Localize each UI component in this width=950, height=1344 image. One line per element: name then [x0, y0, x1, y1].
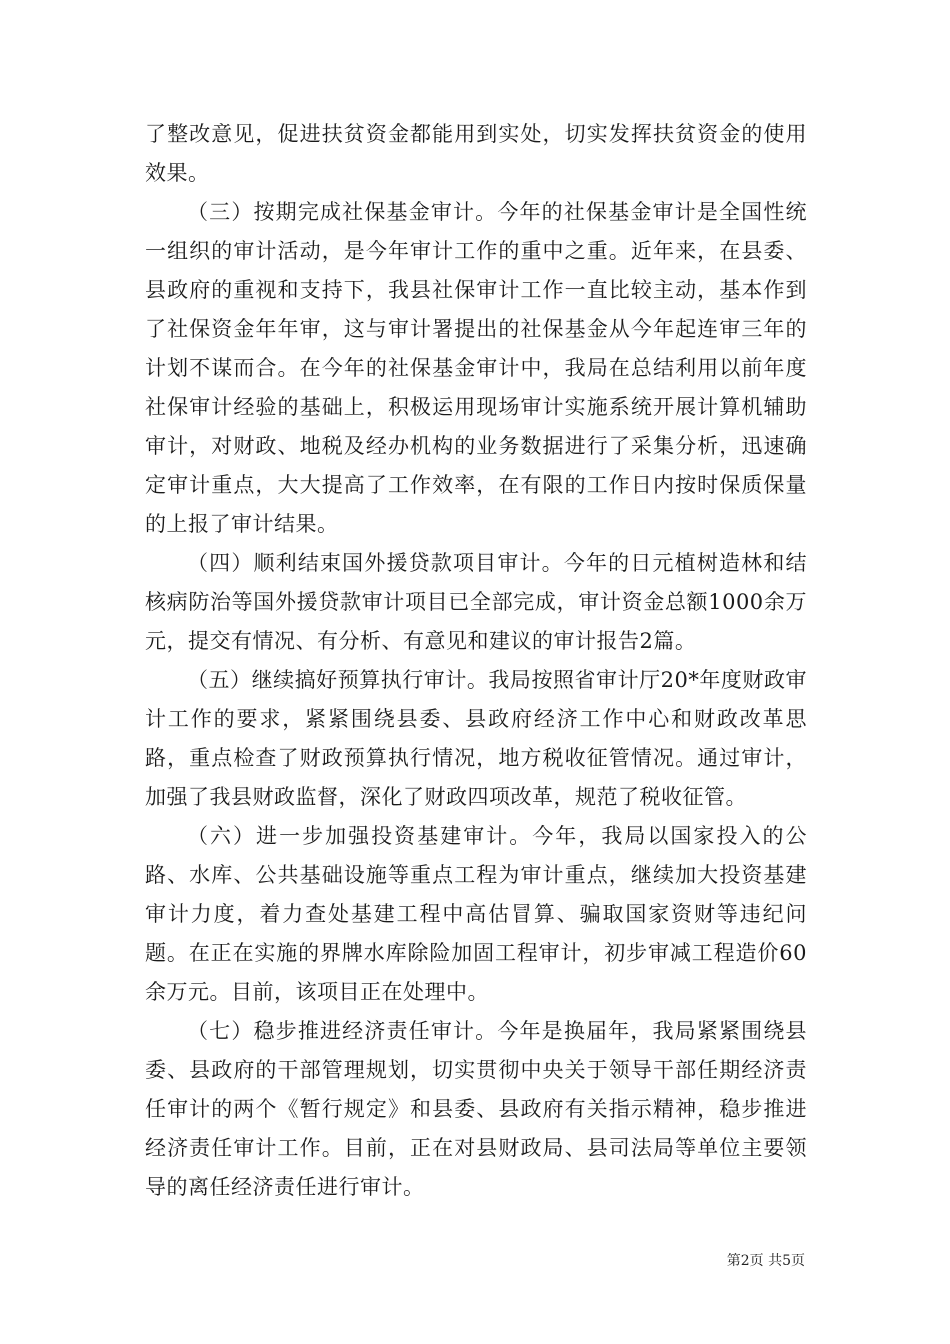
page-number: 第2页 共5页 — [726, 1253, 805, 1269]
paragraph-continuation: 了整改意见，促进扶贫资金都能用到实处，切实发挥扶贫资金的使用效果。 — [145, 122, 807, 185]
paragraph-foreign-loan-audit: （四）顺利结束国外援贷款项目审计。今年的日元植树造林和结核病防治等国外援贷款审计项目已全部完成，审计资金总额1000余万元，提交有情况、有分析、有意见和建议的审计报告2篇。 — [145, 551, 807, 653]
paragraph-social-security-audit: （三）按期完成社保基金审计。今年的社保基金审计是全国性统一组织的审计活动，是今年审计工作的重中之重。近年来，在县委、县政府的重视和支持下，我县社保审计工作一直比较主动，基本作到了社保资金年年审，这与审计署提出的社保基金从今年起连审三年的计划不谋而合。在今年的社保基金审计中，我局在总结利用以前年度社保审计经验的基础上，积极运用现场审计实施系统开展计算机辅助审计，对财政、地税及经办机构的业务数据进行了采集分析，迅速确定审计重点，大大提高了工作效率，在有限的工作日内按时保质保量的上报了审计结果。 — [145, 200, 807, 536]
paragraph-budget-execution-audit: （五）继续搞好预算执行审计。我局按照省审计厅20*年度财政审计工作的要求，紧紧围绕县委、县政府经济工作中心和财政改革思路，重点检查了财政预算执行情况，地方税收征管情况。通过审计，加强了我县财政监督，深化了财政四项改革，规范了税收征管。 — [145, 668, 807, 809]
paragraph-economic-responsibility-audit: （七）稳步推进经济责任审计。今年是换届年，我局紧紧围绕县委、县政府的干部管理规划，切实贯彻中央关于领导干部任期经济责任审计的两个《暂行规定》和县委、县政府有关指示精神，稳步推进经济责任审计工作。目前，正在对县财政局、县司法局等单位主要领导的离任经济责任进行审计。 — [145, 1019, 807, 1199]
document-body — [145, 115, 807, 1207]
paragraph-infrastructure-audit: （六）进一步加强投资基建审计。今年，我局以国家投入的公路、水库、公共基础设施等重点工程为审计重点，继续加大投资基建审计力度，着力查处基建工程中高估冒算、骗取国家资财等违纪问题。在正在实施的界牌水库除险加固工程审计，初步审减工程造价60余万元。目前，该项目正在处理中。 — [145, 824, 807, 1004]
